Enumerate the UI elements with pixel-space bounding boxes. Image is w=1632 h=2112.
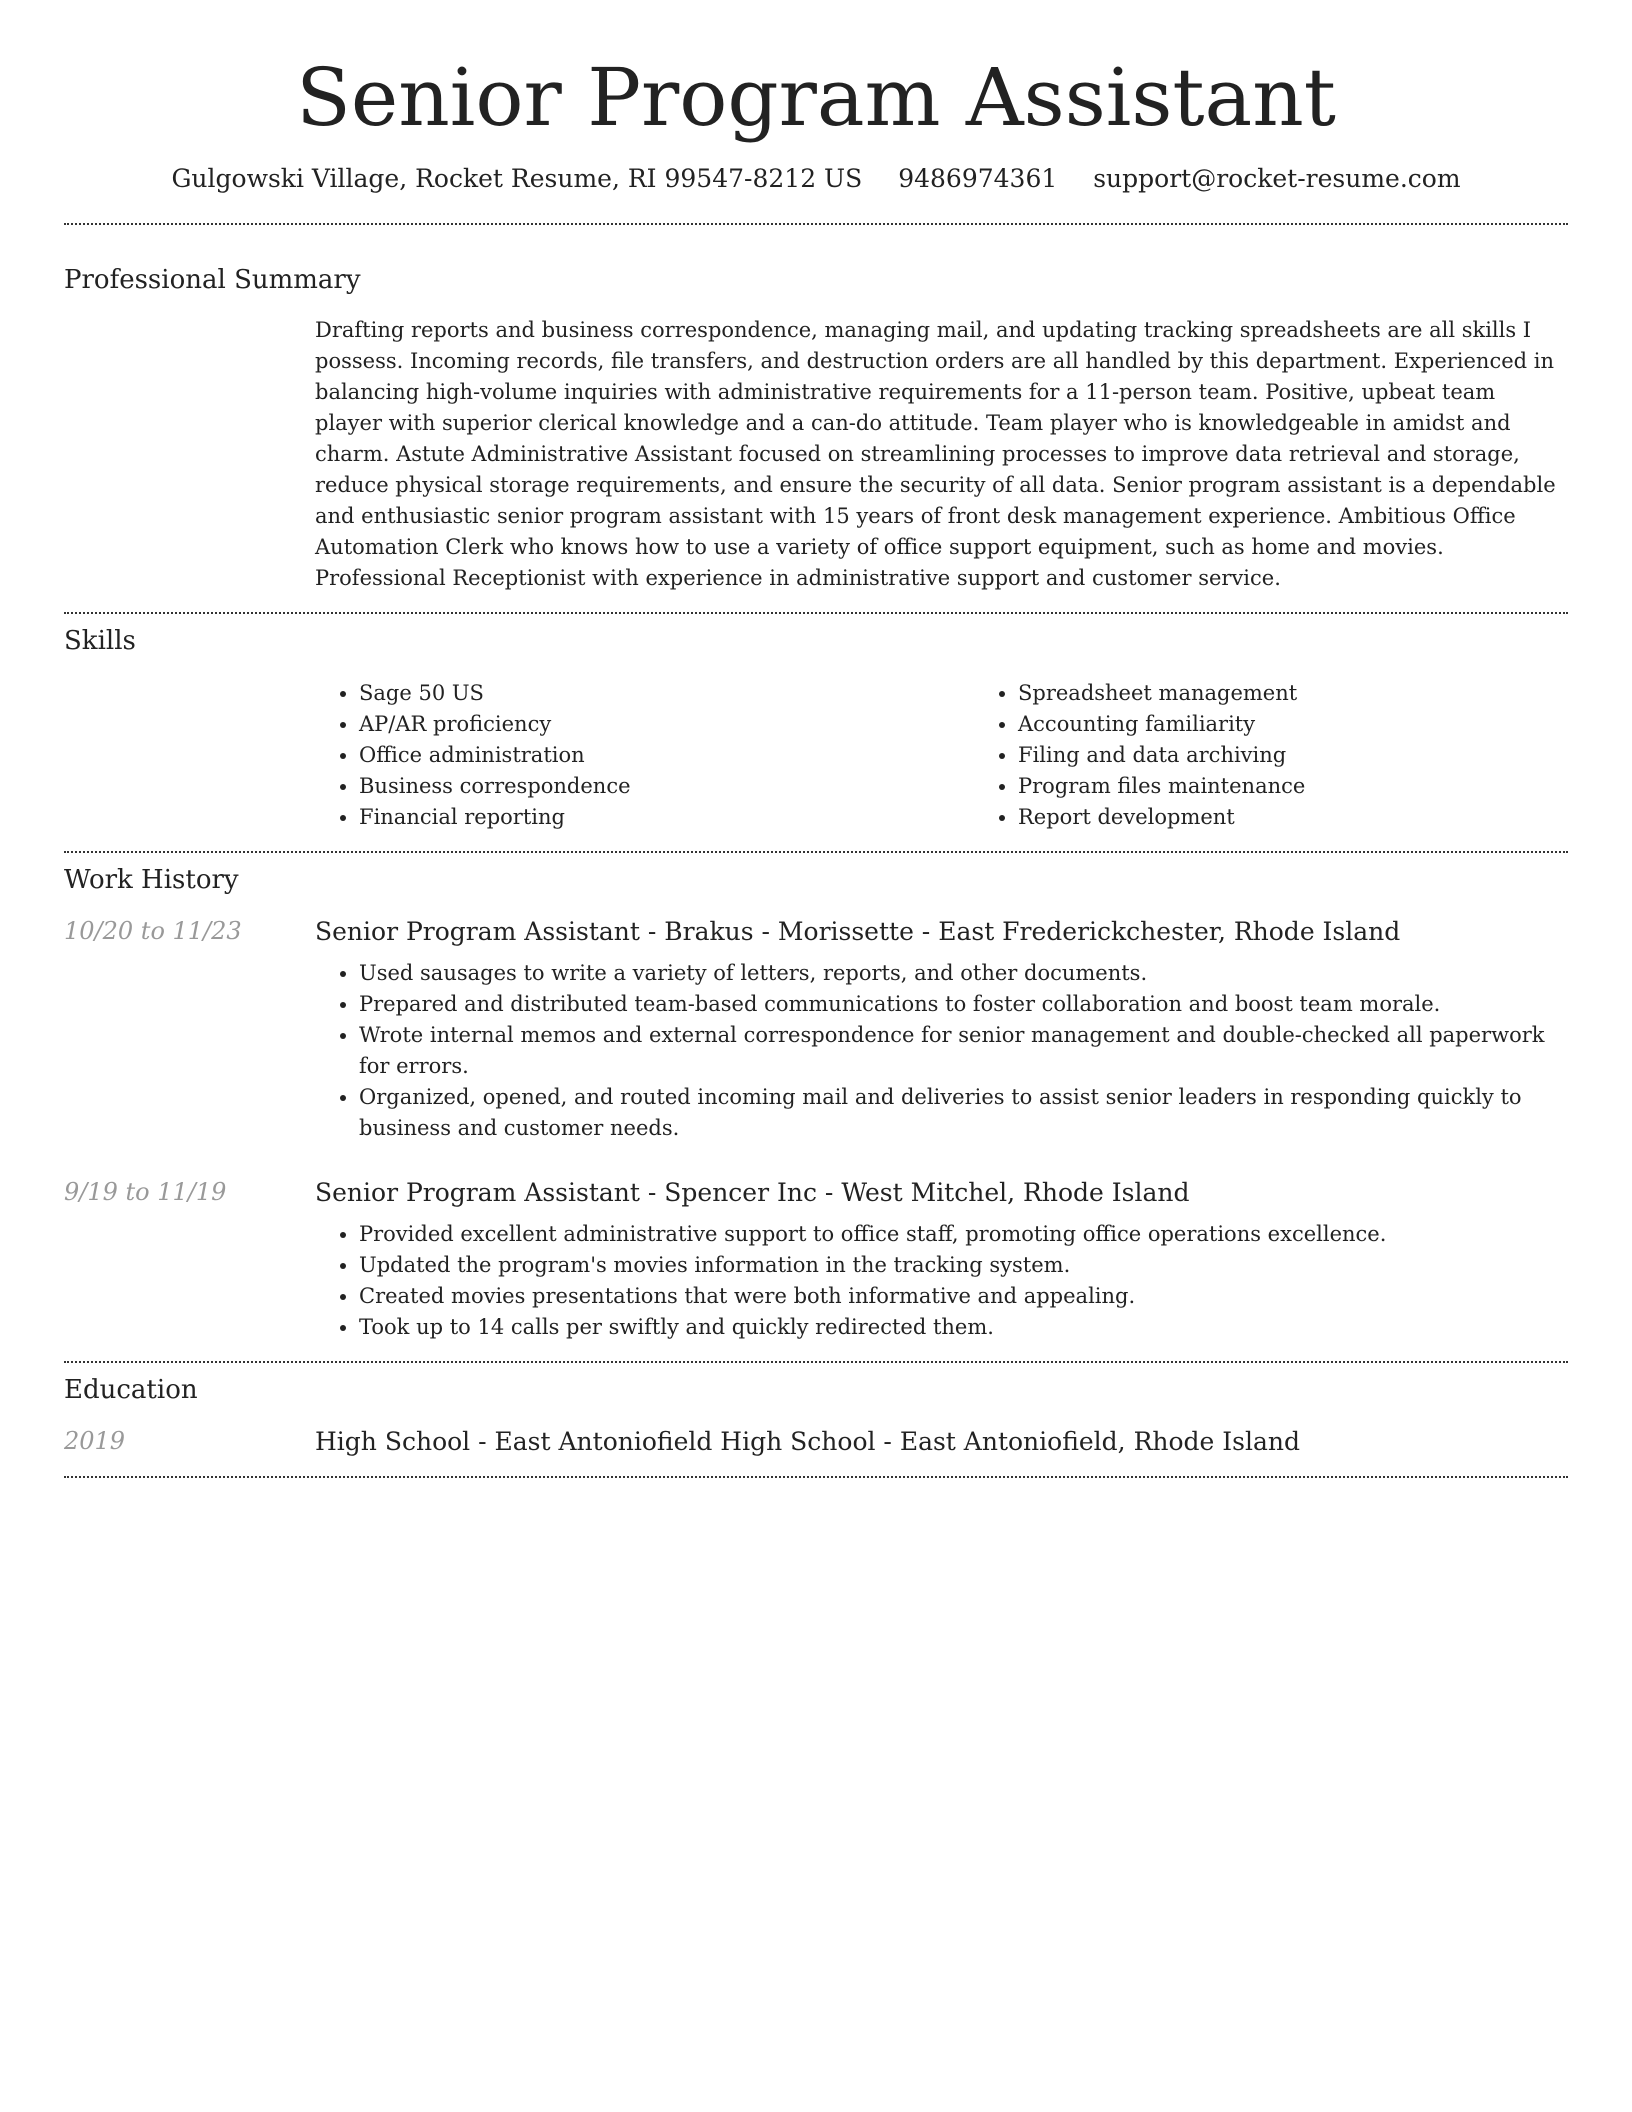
work-section [64, 853, 1568, 1361]
job-bullet: • Prepared and distributed team-based communications to foster collaboration and boost team morale. [359, 989, 1568, 1020]
skill-item: • Program files maintenance [1018, 771, 1632, 802]
job-bullet: • Wrote internal memos and external correspondence for senior management and double-checked all paperwork for errors. [359, 1020, 1568, 1082]
education-entry [64, 1427, 1568, 1456]
phone: 9486974361 [898, 164, 1058, 193]
job-heading: Senior Program Assistant - Spencer Inc - West Mitchel, Rhode Island [315, 1178, 1190, 1207]
summary-text: Drafting reports and business correspondence, managing mail, and updating tracking spreadsheets are all skills I possess. Incoming records, file transfers, and destruction orders are all handled by this department. Experienced in balancing high-volume inquiries with administrative requirements for a 11-person team. Positive, upbeat team player with superior clerical knowledge and a can-do attitude. Team player who is knowledgeable in amidst and charm. Astute Administrative Assistant focused on streamlining processes to improve data retrieval and storage, reduce physical storage requirements, and ensure the security of all data. Senior program assistant is a dependable and enthusiastic senior program assistant with 15 years of front desk management experience. Ambitious Office Automation Clerk who knows how to use a variety of office support equipment, such as home and movies. Professional Receptionist with experience in administrative support and customer service. [315, 318, 1556, 590]
job-entry [64, 917, 1568, 1144]
resume-page [64, 0, 1568, 1478]
job-dates: 10/20 to 11/23 [64, 917, 242, 945]
job-entry [64, 1178, 1568, 1343]
skill-item: • Spreadsheet management [1018, 678, 1632, 709]
skill-item: • Office administration [359, 740, 974, 771]
skill-item: • Report development [1018, 802, 1632, 833]
section-title-work: Work History [64, 865, 239, 895]
job-bullet: • Provided excellent administrative support to office staff, promoting office operations excellence. [359, 1219, 1568, 1250]
divider [64, 1476, 1568, 1478]
job-bullet: • Took up to 14 calls per swiftly and quickly redirected them. [359, 1312, 1568, 1343]
education-heading: High School - East Antoniofield High School - East Antoniofield, Rhode Island [315, 1427, 1300, 1456]
skill-item: • AP/AR proficiency [359, 709, 974, 740]
job-bullet: • Used sausages to write a variety of letters, reports, and other documents. [359, 958, 1568, 989]
address: Gulgowski Village, Rocket Resume, RI 99547-8212 US [171, 164, 863, 193]
job-bullets [315, 958, 1568, 1144]
section-title-education: Education [64, 1375, 198, 1405]
education-section [64, 1363, 1568, 1476]
skills-list-left [315, 678, 974, 833]
candidate-name: Senior Program Assistant [296, 51, 1336, 144]
job-bullet: • Organized, opened, and routed incoming mail and deliveries to assist senior leaders in responding quickly to business and customer needs. [359, 1082, 1568, 1144]
job-bullet: • Created movies presentations that were both informative and appealing. [359, 1281, 1568, 1312]
email: support@rocket-resume.com [1093, 164, 1461, 193]
skill-item: • Business correspondence [359, 771, 974, 802]
skill-item: • Financial reporting [359, 802, 974, 833]
skill-item: • Sage 50 US [359, 678, 974, 709]
job-bullet: • Updated the program's movies information in the tracking system. [359, 1250, 1568, 1281]
section-title-summary: Professional Summary [64, 265, 361, 295]
education-year: 2019 [64, 1427, 126, 1455]
skill-item: • Filing and data archiving [1018, 740, 1632, 771]
job-bullets [315, 1219, 1568, 1343]
skills-list-right [974, 678, 1632, 833]
contact-line [64, 164, 1568, 193]
summary-section [64, 225, 1568, 612]
job-dates: 9/19 to 11/19 [64, 1178, 227, 1206]
skill-item: • Accounting familiarity [1018, 709, 1632, 740]
skills-section [64, 614, 1568, 851]
job-heading: Senior Program Assistant - Brakus - Morissette - East Frederickchester, Rhode Island [315, 917, 1401, 946]
section-title-skills: Skills [64, 626, 136, 656]
